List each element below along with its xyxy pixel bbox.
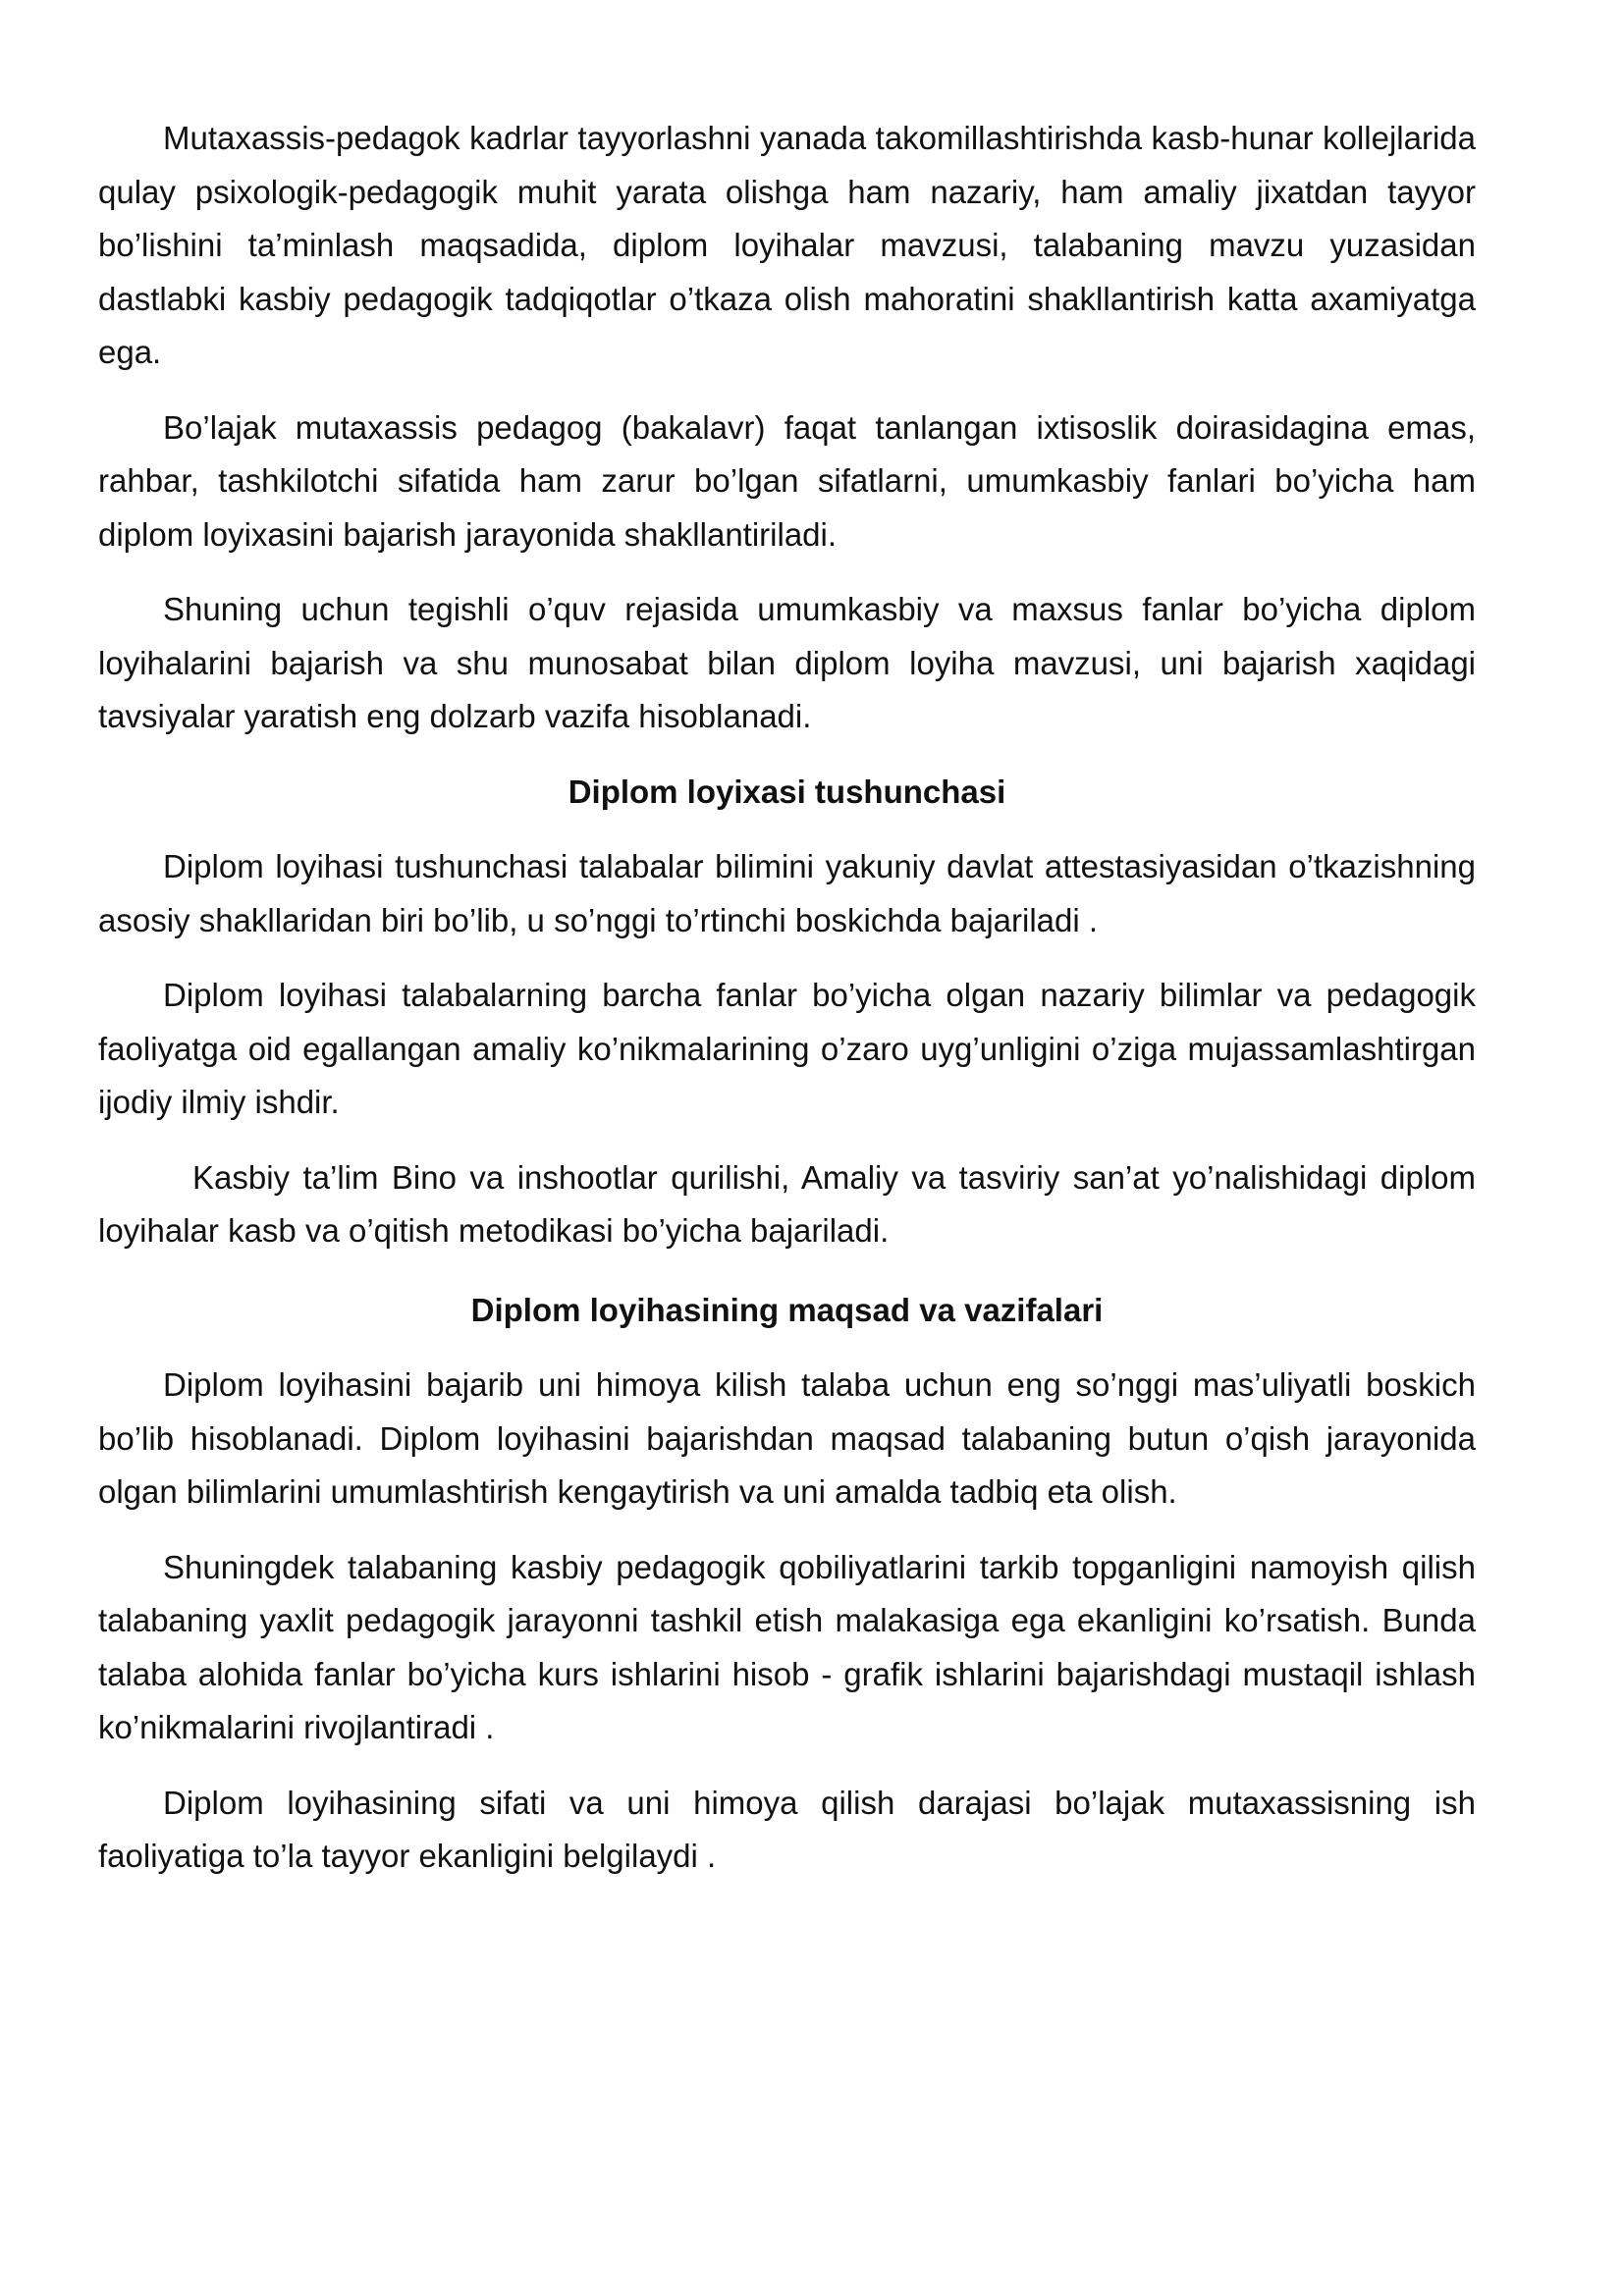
section-heading-concept: Diplom loyixasi tushunchasi — [568, 773, 1006, 810]
paragraph-goals-1: Diplom loyihasini bajarib uni himoya kilish talaba uchun eng so’nggi mas’uliyatli boskich bo’lib hisoblanadi. Diplom loyihasini bajarishdan maqsad talabaning butun o’qish jarayonida olgan bilimlarini umumlashtirish kengaytirish va uni amalda tadbiq eta olish. — [98, 1366, 1476, 1510]
section-heading-goals: Diplom loyihasining maqsad va vazifalari — [470, 1291, 1104, 1328]
paragraph-intro-1: Mutaxassis-pedagok kadrlar tayyorlashni yanada takomillashtirishda kasb-hunar kollejlarida qulay psixologik-pedagogik muhit yarata olishga ham nazariy, ham amaliy jixatdan tayyor bo’lishini ta’minlash maqsadida, diplom loyihalar mavzusi, talabaning mavzu yuzasidan dastlabki kasbiy pedagogik tadqiqotlar o’tkaza olish mahoratini shakllantirish katta axamiyatga ega. — [98, 120, 1476, 370]
paragraph-goals-2: Shuningdek talabaning kasbiy pedagogik qobiliyatlarini tarkib topganligini namoyish qilish talabaning yaxlit pedagogik jarayonni tashkil etish malakasiga ega ekanligini ko’rsatish. Bunda talaba alohida fanlar bo’yicha kurs ishlarini hisob - grafik ishlarini bajarishdagi mustaqil ishlash ko’nikmalarini rivojlantiradi . — [98, 1548, 1476, 1745]
paragraph-intro-3: Shuning uchun tegishli o’quv rejasida umumkasbiy va maxsus fanlar bo’yicha diplom loyihalarini bajarish va shu munosabat bilan diplom loyiha mavzusi, uni bajarish xaqidagi tavsiyalar yaratish eng dolzarb vazifa hisoblanadi. — [98, 591, 1476, 734]
paragraph-intro-2: Bo’lajak mutaxassis pedagog (bakalavr) faqat tanlangan ixtisoslik doirasidagina emas, rahbar, tashkilotchi sifatida ham zarur bo’lgan sifatlarni, umumkasbiy fanlari bo’yicha ham diplom loyixasini bajarish jarayonida shakllantiriladi. — [98, 408, 1476, 553]
document-page — [98, 112, 1476, 1884]
paragraph-concept-2: Diplom loyihasi talabalarning barcha fanlar bo’yicha olgan nazariy bilimlar va pedagogik faoliyatga oid egallangan amaliy ko’nikmalarining o’zaro uyg’unligini o’ziga mujassamlashtirgan ijodiy ilmiy ishdir. — [98, 977, 1476, 1120]
paragraph-goals-3: Diplom loyihasining sifati va uni himoya qilish darajasi bo’lajak mutaxassisning ish faoliyatiga to’la tayyor ekanligini belgilaydi . — [98, 1784, 1476, 1874]
paragraph-concept-1: Diplom loyihasi tushunchasi talabalar bilimini yakuniy davlat attestasiyasidan o’tkazishning asosiy shakllaridan biri bo’lib, u so’nggi to’rtinchi boskichda bajariladi . — [98, 848, 1476, 938]
paragraph-concept-3: Kasbiy ta’lim Bino va inshootlar qurilishi, Amaliy va tasviriy san’at yo’nalishidagi diplom loyihalar kasb va o’qitish metodikasi bo’yicha bajariladi. — [98, 1158, 1476, 1249]
